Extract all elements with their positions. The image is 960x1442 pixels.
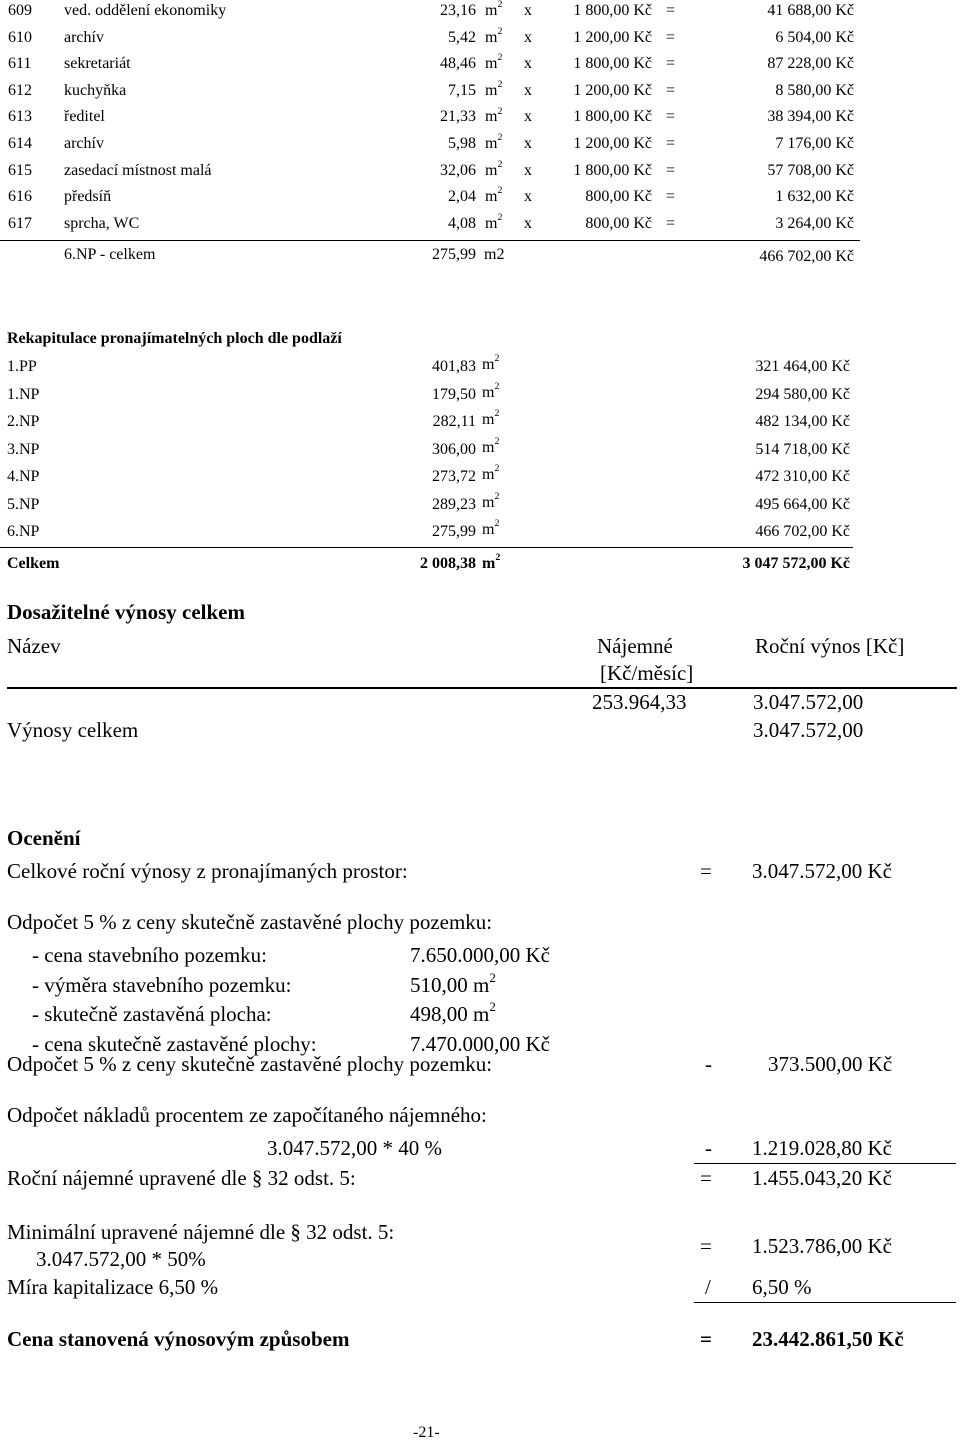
cost-op: - <box>705 1136 712 1160</box>
recap-area: 275,99 <box>432 523 476 540</box>
recap-total: 294 580,00 Kč <box>755 385 850 403</box>
room-name: kuchyňka <box>64 81 127 99</box>
room-table-divider <box>0 240 860 241</box>
room-area: 5,42 <box>448 28 476 46</box>
room-equals: = <box>666 55 676 73</box>
yields-col-rent-unit: [Kč/měsíc] <box>600 661 694 685</box>
recap-floor: 5.NP <box>7 495 40 513</box>
room-times: x <box>524 188 532 206</box>
room-area-unit: $m^2$ <box>485 132 503 152</box>
deduct-item-value: 498,00 $m^2$ <box>410 999 496 1026</box>
recap-floor: 2.NP <box>7 413 40 430</box>
recap-floor: 6.NP <box>7 523 40 540</box>
yields-row-annual: 3.047.572,00 <box>753 690 864 714</box>
room-area: 5,98 <box>448 135 476 152</box>
room-area-unit: $m^2$ <box>485 211 503 232</box>
min-rent-value: 1.523.786,00 Kč <box>752 1234 892 1258</box>
cost-divider <box>694 1163 956 1164</box>
room-area: 7,15 <box>448 81 476 99</box>
floor-total-sum: 466 702,00 Kč <box>759 248 854 265</box>
room-times: x <box>524 2 532 19</box>
recap-area-unit: $m^2$ <box>482 490 500 511</box>
min-rent-formula: 3.047.572,00 * 50% <box>36 1247 206 1271</box>
recap-floor: 1.NP <box>7 385 40 403</box>
room-area-unit: $m^2$ <box>485 158 503 179</box>
room-name: předsíň <box>64 188 112 206</box>
room-name: archív <box>64 28 104 46</box>
cost-formula: 3.047.572,00 * 40 % <box>267 1136 442 1160</box>
deduct-value: 373.500,00 Kč <box>768 1052 893 1076</box>
cost-header: Odpočet nákladů procentem ze započítaného nájemného: <box>7 1103 487 1127</box>
deduct-item-value: 510,00 $m^2$ <box>410 969 496 997</box>
room-name: ředitel <box>64 108 105 126</box>
room-equals: = <box>666 188 676 206</box>
room-area-unit: $m^2$ <box>485 78 503 99</box>
recap-area: 282,11 <box>432 413 476 430</box>
room-times: x <box>524 108 532 126</box>
room-area: 23,16 <box>440 2 476 19</box>
recap-floor: 3.NP <box>7 440 40 458</box>
room-area-unit: $m^2$ <box>485 52 503 73</box>
room-equals: = <box>666 81 676 99</box>
annual-yield-op: = <box>700 859 712 883</box>
recap-divider <box>0 547 853 548</box>
room-times: x <box>524 135 532 152</box>
recap-title: Rekapitulace pronajímatelných ploch dle podlaží <box>7 330 342 347</box>
room-number: 616 <box>8 188 32 206</box>
deduct-item-label: - výměra stavebního pozemku: <box>32 972 292 997</box>
room-number: 617 <box>8 214 32 232</box>
recap-total: 321 464,00 Kč <box>755 358 850 375</box>
cap-rate-value: 6,50 % <box>752 1275 812 1299</box>
recap-total-unit: $m^2$ <box>482 552 501 572</box>
room-area: 32,06 <box>440 161 476 179</box>
room-area-unit: $m^2$ <box>485 185 503 206</box>
recap-area: 179,50 <box>432 385 476 403</box>
recap-area: 273,72 <box>432 468 476 485</box>
room-number: 611 <box>8 55 32 73</box>
room-times: x <box>524 214 532 232</box>
room-unit-price: 1 800,00 Kč <box>573 2 652 19</box>
recap-area-unit: $m^2$ <box>482 380 500 401</box>
room-total: 87 228,00 Kč <box>767 55 854 73</box>
recap-total-sum: 3 047 572,00 Kč <box>742 555 850 572</box>
room-equals: = <box>666 2 676 19</box>
room-area: 2,04 <box>448 188 476 206</box>
room-unit-price: 1 800,00 Kč <box>573 161 652 179</box>
deduct-item-label: - cena skutečně zastavěné plochy: <box>32 1031 317 1056</box>
recap-total: 472 310,00 Kč <box>755 468 850 485</box>
room-name: zasedací místnost malá <box>64 161 212 179</box>
deduct-item-value: 7.470.000,00 Kč <box>410 1031 550 1056</box>
recap-area: 306,00 <box>432 440 476 458</box>
recap-area-unit: $m^2$ <box>482 463 500 483</box>
room-number: 610 <box>8 28 32 46</box>
adjusted-rent-op: = <box>700 1166 712 1190</box>
room-equals: = <box>666 135 676 152</box>
recap-total-area: 2 008,38 <box>420 555 476 572</box>
recap-floor: 1.PP <box>7 358 37 375</box>
room-times: x <box>524 55 532 73</box>
room-area: 4,08 <box>448 214 476 232</box>
deduct-header: Odpočet 5 % z ceny skutečně zastavěné plochy pozemku: <box>7 910 493 934</box>
adjusted-rent-label: Roční nájemné upravené dle § 32 odst. 5: <box>7 1166 356 1190</box>
room-number: 615 <box>8 161 32 179</box>
deduct-op: - <box>705 1052 712 1076</box>
room-total: 6 504,00 Kč <box>775 28 854 46</box>
room-number: 609 <box>8 2 32 19</box>
annual-yield-value: 3.047.572,00 Kč <box>752 859 892 883</box>
cap-rate-label: Míra kapitalizace 6,50 % <box>7 1275 219 1299</box>
adjusted-rent-value: 1.455.043,20 Kč <box>752 1166 892 1190</box>
room-equals: = <box>666 214 676 232</box>
final-price-op: = <box>700 1327 712 1351</box>
room-area: 48,46 <box>440 55 476 73</box>
min-rent-op: = <box>700 1234 712 1258</box>
room-total: 57 708,00 Kč <box>767 161 854 179</box>
deduct-item-label: - cena stavebního pozemku: <box>32 943 267 967</box>
room-area-unit: $m^2$ <box>485 25 503 46</box>
room-unit-price: 1 200,00 Kč <box>573 81 652 99</box>
yields-total-label: Výnosy celkem <box>7 718 139 742</box>
room-total: 1 632,00 Kč <box>775 188 854 206</box>
room-unit-price: 800,00 Kč <box>585 188 652 206</box>
room-total: 7 176,00 Kč <box>775 135 854 152</box>
room-number: 613 <box>8 108 32 126</box>
floor-total-unit: m2 <box>484 246 505 263</box>
yields-title: Dosažitelné výnosy celkem <box>7 600 245 624</box>
recap-total: 514 718,00 Kč <box>755 440 850 458</box>
room-times: x <box>524 161 532 179</box>
recap-area-unit: $m^2$ <box>482 435 500 456</box>
room-unit-price: 1 200,00 Kč <box>573 28 652 46</box>
yields-col-annual: Roční výnos [Kč] <box>755 634 905 658</box>
cap-divider <box>694 1302 956 1303</box>
yields-total-value: 3.047.572,00 <box>753 718 864 742</box>
room-name: sekretariát <box>64 55 131 73</box>
room-name: ved. oddělení ekonomiky <box>64 2 227 19</box>
recap-area: 289,23 <box>432 495 476 513</box>
room-equals: = <box>666 28 676 46</box>
room-name: sprcha, WC <box>64 214 140 232</box>
room-equals: = <box>666 108 676 126</box>
room-unit-price: 1 800,00 Kč <box>573 108 652 126</box>
room-name: archív <box>64 135 104 152</box>
yields-col-name: Název <box>7 634 61 658</box>
deduct-item-label: - skutečně zastavěná plocha: <box>32 1002 272 1026</box>
room-times: x <box>524 28 532 46</box>
final-price-label: Cena stanovená výnosovým způsobem <box>7 1327 350 1351</box>
yields-col-rent: Nájemné <box>597 634 673 658</box>
room-area-unit: $m^2$ <box>485 0 503 19</box>
room-total: 38 394,00 Kč <box>767 108 854 126</box>
room-total: 3 264,00 Kč <box>775 214 854 232</box>
recap-total: 466 702,00 Kč <box>755 523 850 540</box>
valuation-title: Ocenění <box>7 826 81 850</box>
room-number: 614 <box>8 135 32 152</box>
final-price-value: 23.442.861,50 Kč <box>752 1327 904 1351</box>
deduct-label: Odpočet 5 % z ceny skutečně zastavěné plochy pozemku: <box>7 1052 493 1076</box>
room-unit-price: 1 200,00 Kč <box>573 135 652 152</box>
room-equals: = <box>666 161 676 179</box>
recap-total-label: Celkem <box>7 555 60 572</box>
annual-yield-label: Celkové roční výnosy z pronajímaných prostor: <box>7 859 408 883</box>
floor-total-area: 275,99 <box>432 246 476 263</box>
recap-area: 401,83 <box>432 358 476 375</box>
cap-rate-op: / <box>705 1275 711 1299</box>
room-total: 8 580,00 Kč <box>775 81 854 99</box>
room-unit-price: 800,00 Kč <box>585 214 652 232</box>
recap-total: 482 134,00 Kč <box>755 413 850 430</box>
deduct-item-value: 7.650.000,00 Kč <box>410 943 550 967</box>
cost-value: 1.219.028,80 Kč <box>752 1136 892 1160</box>
recap-area-unit: $m^2$ <box>482 353 500 373</box>
recap-floor: 4.NP <box>7 468 40 485</box>
yields-header-divider <box>7 687 957 689</box>
room-area: 21,33 <box>440 108 476 126</box>
page-number: -21- <box>413 1424 440 1441</box>
recap-total: 495 664,00 Kč <box>755 495 850 513</box>
room-total: 41 688,00 Kč <box>767 2 854 19</box>
room-number: 612 <box>8 81 32 99</box>
yields-row-rent: 253.964,33 <box>592 690 687 714</box>
room-times: x <box>524 81 532 99</box>
room-unit-price: 1 800,00 Kč <box>573 55 652 73</box>
recap-area-unit: $m^2$ <box>482 408 500 428</box>
min-rent-label: Minimální upravené nájemné dle § 32 odst. 5: <box>7 1220 395 1244</box>
room-area-unit: $m^2$ <box>485 105 503 126</box>
floor-total-label: 6.NP - celkem <box>64 246 156 263</box>
recap-area-unit: $m^2$ <box>482 518 500 538</box>
